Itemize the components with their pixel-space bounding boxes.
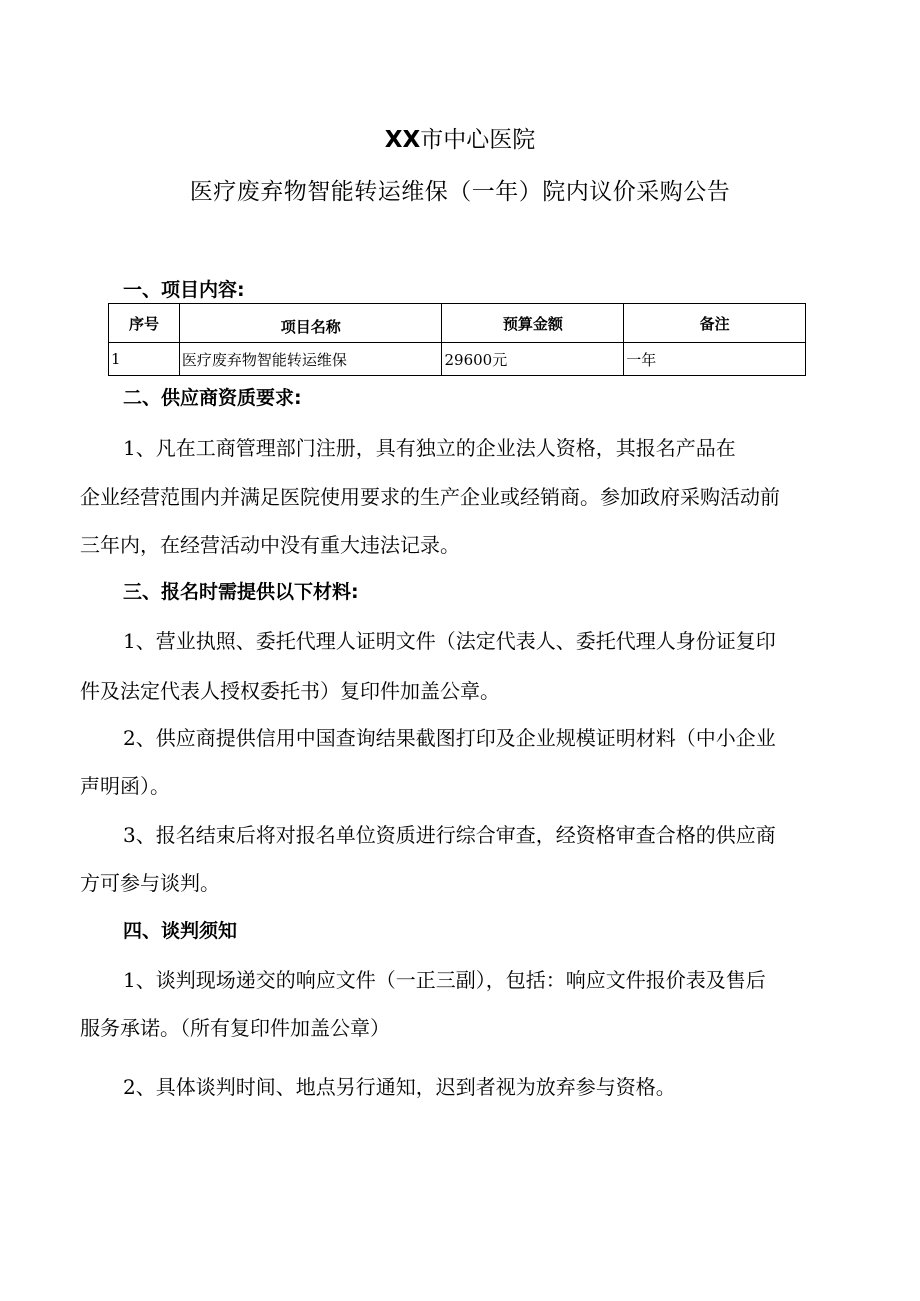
section-heading-negotiation: 四、谈判须知 (123, 920, 238, 942)
announcement-title: 医疗废弃物智能转运维保（一年）院内议价采购公告 (189, 179, 731, 205)
hospital-title (0, 124, 920, 156)
cell-project-name: 医疗废弃物智能转运维保 (179, 343, 442, 376)
paragraph-line: 企业经营范围内并满足医院使用要求的生产企业或经销商。参加政府采购活动前 (80, 485, 780, 509)
table-header-row (109, 304, 806, 343)
cell-serial: 1 (109, 343, 180, 376)
paragraph-line: 1、凡在工商管理部门注册，具有独立的企业法人资格，其报名产品在 (123, 436, 736, 460)
hospital-title-name: 市中心医院 (420, 127, 536, 153)
section-heading-materials: 三、报名时需提供以下材料: (123, 581, 359, 603)
table-row (109, 343, 806, 376)
header-remark: 备注 (624, 304, 806, 343)
paragraph-line: 服务承诺。（所有复印件加盖公章） (80, 1016, 390, 1040)
header-project-name: 项目名称 (179, 304, 442, 343)
paragraph-line: 2、具体谈判时间、地点另行通知，迟到者视为放弃参与资格。 (123, 1075, 676, 1099)
hospital-title-prefix: XX (384, 127, 421, 153)
cell-budget: 29600元 (442, 343, 624, 376)
cell-remark: 一年 (624, 343, 806, 376)
project-table (108, 303, 806, 376)
paragraph-line: 3、报名结束后将对报名单位资质进行综合审查，经资格审查合格的供应商 (123, 823, 776, 847)
section-heading-qualification: 二、供应商资质要求: (123, 387, 302, 409)
paragraph-line: 1、营业执照、委托代理人证明文件（法定代表人、委托代理人身份证复印 (123, 629, 776, 653)
header-serial: 序号 (109, 304, 180, 343)
paragraph-line: 声明函）。 (80, 774, 170, 798)
paragraph-line: 三年内，在经营活动中没有重大违法记录。 (80, 533, 460, 557)
section-heading-project-content: 一、项目内容: (123, 279, 245, 301)
header-budget: 预算金额 (442, 304, 624, 343)
paragraph-line: 方可参与谈判。 (80, 871, 220, 895)
paragraph-line: 1、谈判现场递交的响应文件（一正三副），包括：响应文件报价表及售后 (123, 968, 766, 992)
paragraph-line: 2、供应商提供信用中国查询结果截图打印及企业规模证明材料（中小企业 (123, 726, 776, 750)
paragraph-line: 件及法定代表人授权委托书）复印件加盖公章。 (80, 679, 500, 703)
